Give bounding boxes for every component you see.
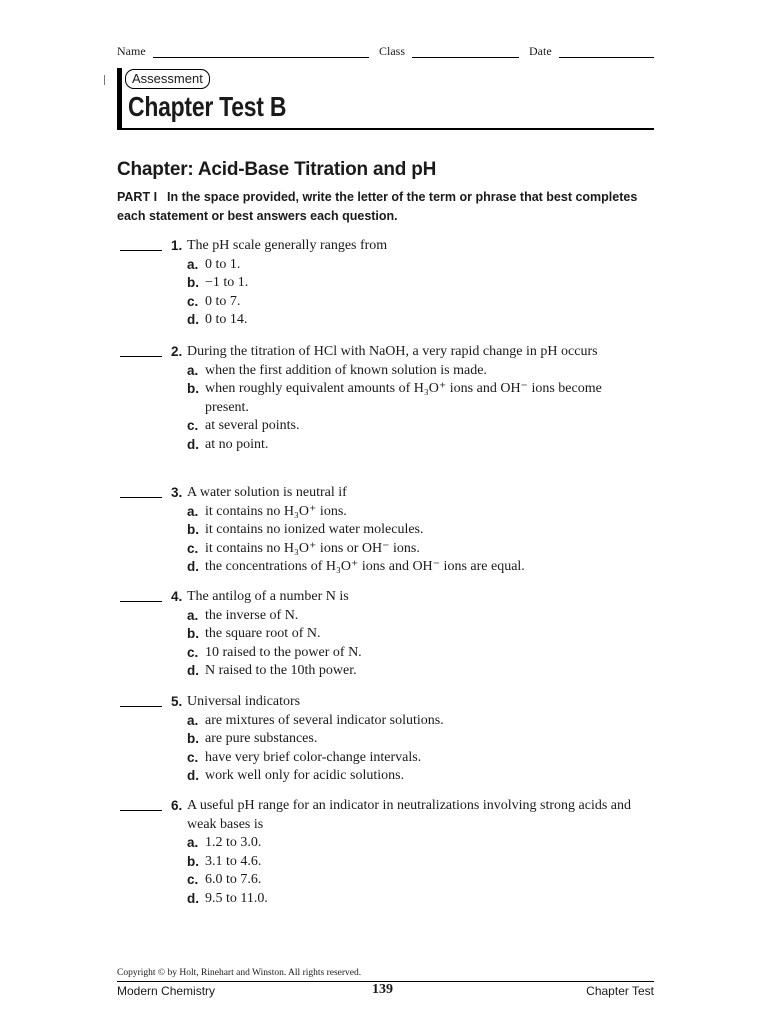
answer-blank[interactable] — [120, 356, 162, 357]
option-text: 0 to 14. — [205, 312, 248, 327]
banner-bar — [117, 68, 122, 130]
option-letter: a. — [187, 835, 199, 850]
option-text: work well only for acidic solutions. — [205, 768, 405, 783]
option-letter: d. — [187, 559, 199, 574]
option-letter: c. — [187, 644, 199, 660]
option-text: the square root of N. — [205, 626, 321, 641]
option-letter: c. — [187, 540, 199, 556]
question-5 — [117, 693, 654, 786]
chapter-heading: Chapter: Acid-Base Titration and pH — [117, 159, 437, 180]
option-letter: d. — [187, 663, 199, 678]
option-d — [187, 436, 654, 455]
page-title: Chapter Test B — [128, 91, 287, 122]
option-c — [187, 540, 654, 559]
option-text: when roughly equivalent amounts of H₃O⁺ ions and OH⁻ ions become present. — [205, 381, 602, 415]
question-number: 4. — [171, 589, 183, 604]
question-number: 3. — [171, 485, 183, 500]
option-b — [187, 853, 654, 872]
question-text: A useful pH range for an indicator in neutralizations involving strong acids and weak bases is — [187, 798, 632, 832]
option-letter: a. — [187, 607, 199, 623]
copyright-notice: Copyright © by Holt, Rinehart and Winston. All rights reserved. — [117, 968, 362, 978]
option-c — [187, 417, 654, 436]
option-a — [187, 834, 654, 853]
option-text: it contains no H₃O⁺ ions or OH⁻ ions. — [205, 540, 420, 556]
question-2 — [117, 343, 654, 454]
option-text: 6.0 to 7.6. — [205, 872, 262, 887]
question-number: 1. — [171, 238, 183, 253]
question-1 — [117, 237, 654, 330]
answer-blank[interactable] — [120, 497, 162, 498]
answer-blank[interactable] — [120, 810, 162, 811]
option-letter: c. — [187, 749, 199, 765]
option-letter: d. — [187, 768, 199, 783]
option-letter: b. — [187, 731, 199, 746]
answer-blank[interactable] — [120, 706, 162, 707]
option-text: are pure substances. — [205, 731, 318, 746]
assessment-tag: Assessment — [125, 69, 210, 89]
option-letter: a. — [187, 503, 199, 519]
option-letter: d. — [187, 312, 199, 327]
option-text: N raised to the 10th power. — [205, 663, 357, 678]
option-c — [187, 749, 654, 768]
question-text: A water solution is neutral if — [187, 485, 347, 500]
option-letter: b. — [187, 853, 199, 869]
option-a — [187, 712, 654, 731]
option-letter: c. — [187, 872, 199, 887]
answer-blank[interactable] — [120, 601, 162, 602]
option-letter: c. — [187, 418, 199, 433]
date-field[interactable] — [559, 57, 654, 58]
section-label: Chapter Test — [586, 984, 654, 998]
option-a — [187, 607, 654, 626]
page-number: 139 — [372, 982, 393, 997]
option-text: 9.5 to 11.0. — [205, 890, 268, 906]
title-divider — [122, 128, 654, 130]
book-title: Modern Chemistry — [117, 984, 216, 998]
question-3 — [117, 484, 654, 577]
option-d — [187, 311, 654, 330]
option-text: at several points. — [205, 418, 300, 433]
option-letter: d. — [187, 436, 199, 452]
option-text: 0 to 1. — [205, 256, 241, 272]
option-text: 3.1 to 4.6. — [205, 853, 262, 869]
option-c — [187, 871, 654, 890]
answer-blank[interactable] — [120, 250, 162, 251]
option-letter: b. — [187, 381, 199, 396]
option-text: 0 to 7. — [205, 293, 241, 309]
option-text: the concentrations of H₃O⁺ ions and OH⁻ ions are equal. — [205, 559, 525, 574]
class-field[interactable] — [412, 57, 519, 58]
option-b — [187, 274, 654, 293]
part-label: PART I — [117, 190, 158, 204]
option-text: 10 raised to the power of N. — [205, 644, 362, 660]
option-a — [187, 503, 654, 522]
option-text: it contains no ionized water molecules. — [205, 522, 424, 537]
option-text: the inverse of N. — [205, 607, 299, 623]
option-letter: d. — [187, 890, 199, 906]
option-letter: b. — [187, 626, 199, 641]
question-text: The pH scale generally ranges from — [187, 238, 388, 253]
option-text: at no point. — [205, 436, 269, 452]
option-b — [187, 730, 654, 749]
option-letter: a. — [187, 362, 199, 378]
question-text: The antilog of a number N is — [187, 589, 349, 604]
question-number: 5. — [171, 694, 183, 709]
instructions-text: In the space provided, write the letter of the term or phrase that best completes each statement or best answers each question. — [117, 190, 638, 223]
option-letter: a. — [187, 712, 199, 728]
part-instructions — [117, 188, 654, 226]
option-c — [187, 644, 654, 663]
option-a — [187, 256, 654, 275]
date-label: Date — [529, 44, 552, 58]
option-text: 1.2 to 3.0. — [205, 835, 262, 850]
option-a — [187, 362, 654, 381]
option-text: −1 to 1. — [205, 275, 249, 290]
question-text: During the titration of HCl with NaOH, a very rapid change in pH occurs — [187, 344, 598, 359]
option-letter: b. — [187, 522, 199, 537]
option-text: are mixtures of several indicator solutions. — [205, 712, 444, 728]
option-d — [187, 558, 654, 577]
option-b — [187, 521, 654, 540]
name-field[interactable] — [153, 57, 369, 58]
question-number: 2. — [171, 344, 183, 359]
option-text: when the first addition of known solution is made. — [205, 362, 487, 378]
option-d — [187, 767, 654, 786]
question-4 — [117, 588, 654, 681]
name-label: Name — [117, 44, 146, 58]
option-letter: b. — [187, 275, 199, 290]
option-letter: c. — [187, 293, 199, 309]
option-text: it contains no H₃O⁺ ions. — [205, 503, 347, 519]
margin-tick — [104, 75, 105, 85]
question-number: 6. — [171, 798, 183, 813]
option-c — [187, 293, 654, 312]
option-text: have very brief color-change intervals. — [205, 749, 422, 765]
option-d — [187, 662, 654, 681]
question-6 — [117, 797, 654, 908]
question-text: Universal indicators — [187, 694, 301, 709]
option-letter: a. — [187, 256, 199, 272]
option-b — [187, 625, 654, 644]
class-label: Class — [379, 44, 406, 58]
option-b — [187, 380, 630, 417]
option-d — [187, 890, 654, 909]
